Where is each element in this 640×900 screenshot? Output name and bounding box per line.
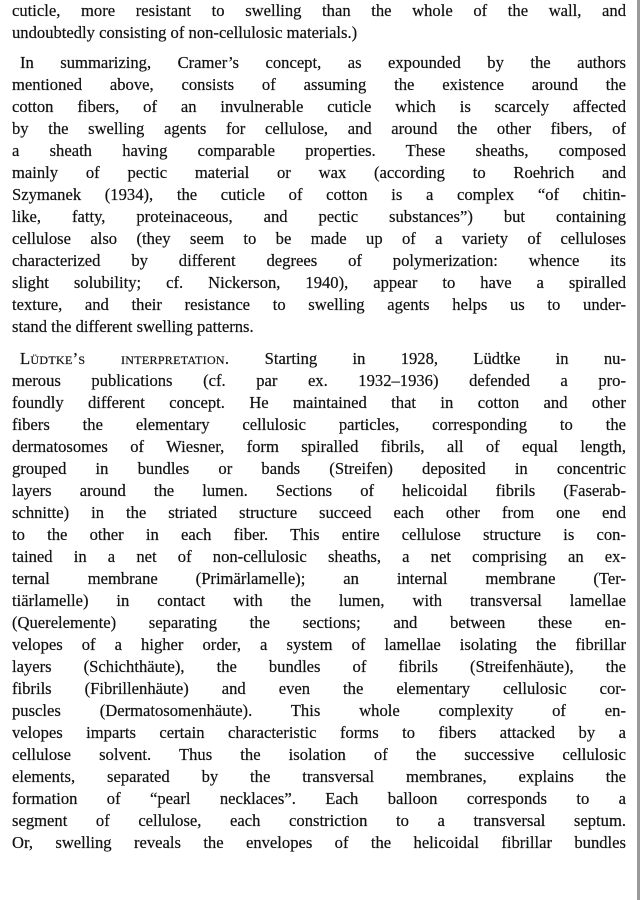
text-line: tained in a net of non-cellulosic sheaths, a net comprising an ex-	[12, 547, 626, 566]
text-line: velopes imparts certain characteristic forms to fibers attacked by a	[12, 723, 626, 742]
text-line: undoubtedly consisting of non-cellulosic materials.)	[12, 23, 358, 42]
text-line: stand the different swelling patterns.	[12, 317, 254, 336]
text-line: segment of cellulose, each constriction to a transversal septum.	[12, 811, 626, 830]
text-line: mainly of pectic material or wax (according to Roehrich and	[12, 163, 626, 182]
section-heading-line	[20, 348, 626, 370]
document-page	[12, 0, 626, 900]
text-line: mentioned above, consists of assuming the existence around the	[12, 75, 626, 94]
text-line: tiärlamelle) in contact with the lumen, with transversal lamellae	[12, 591, 626, 610]
text-line: merous publications (cf. par ex. 1932–1936) defended a pro-	[12, 371, 626, 390]
text-line: layers around the lumen. Sections of helicoidal fibrils (Faserab-	[12, 481, 626, 500]
text-line: Or, swelling reveals the envelopes of the helicoidal fibrillar bundles	[12, 833, 626, 852]
text-line: texture, and their resistance to swelling agents helps us to under-	[12, 295, 626, 314]
text-line: Szymanek (1934), the cuticle of cotton is a complex “of chitin-	[12, 185, 626, 204]
text-line: elements, separated by the transversal membranes, explains the	[12, 767, 626, 786]
text-line: In summarizing, Cramer’s concept, as expounded by the authors	[20, 53, 626, 72]
text-line: to the other in each fiber. This entire cellulose structure is con-	[12, 525, 626, 544]
text-line: slight solubility; cf. Nickerson, 1940), appear to have a spiralled	[12, 273, 626, 292]
text-line: cuticle, more resistant to swelling than the whole of the wall, and	[12, 1, 626, 20]
text-line: fibers the elementary cellulosic particles, corresponding to the	[12, 415, 626, 434]
text-line: like, fatty, proteinaceous, and pectic substances”) but containing	[12, 207, 626, 226]
text-line: dermatosomes of Wiesner, form spiralled fibrils, all of equal length,	[12, 437, 626, 456]
text-fragment: Starting in 1928, Lüdtke in nu-	[264, 349, 626, 368]
text-line: velopes of a higher order, a system of lamellae isolating the fibrillar	[12, 635, 626, 654]
text-line: puscles (Dermatosomenhäute). This whole complexity of en-	[12, 701, 626, 720]
text-line: cotton fibers, of an invulnerable cuticle which is scarcely affected	[12, 97, 626, 116]
text-line: characterized by different degrees of polymerization: whence its	[12, 251, 626, 270]
text-line: ternal membrane (Primärlamelle); an internal membrane (Ter-	[12, 569, 626, 588]
text-line: by the swelling agents for cellulose, and around the other fibers, of	[12, 119, 626, 138]
text-line: cellulose also (they seem to be made up of a variety of celluloses	[12, 229, 626, 248]
text-line: layers (Schichthäute), the bundles of fibrils (Streifenhäute), the	[12, 657, 626, 676]
text-line: grouped in bundles or bands (Streifen) deposited in concentric	[12, 459, 626, 478]
text-line: formation of “pearl necklaces”. Each balloon corresponds to a	[12, 789, 626, 808]
text-line: fibrils (Fibrillenhäute) and even the elementary cellulosic cor-	[12, 679, 626, 698]
text-line: a sheath having comparable properties. These sheaths, composed	[12, 141, 626, 160]
text-line: schnitte) in the striated structure succeed each other from one end	[12, 503, 626, 522]
text-line: cellulose solvent. Thus the isolation of the successive cellulosic	[12, 745, 626, 764]
text-line: (Querelemente) separating the sections; and between these en-	[12, 613, 626, 632]
section-heading: Lüdtke’s interpretation.	[20, 349, 230, 368]
text-line: foundly different concept. He maintained that in cotton and other	[12, 393, 626, 412]
